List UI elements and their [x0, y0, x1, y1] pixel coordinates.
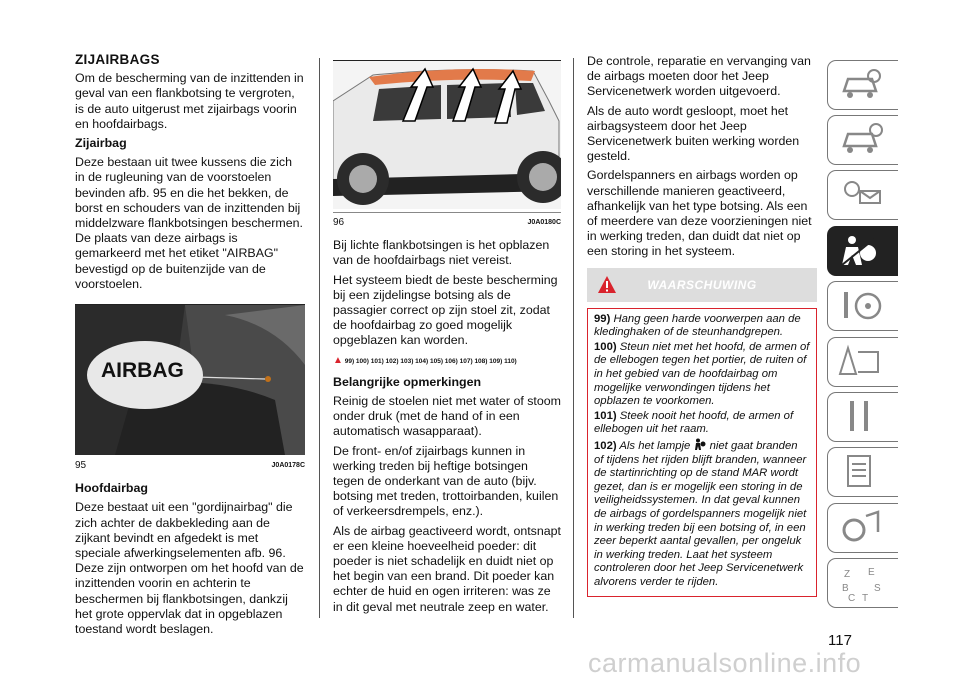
column-left: [75, 52, 305, 641]
airbag-safety-icon: [838, 233, 884, 269]
index-letter: C: [848, 593, 856, 604]
paragraph-scrapping: Als de auto wordt gesloopt, moet het airbagsysteem door het Jeep Servicenetwerk buiten werking worden gesteld.: [587, 103, 800, 164]
head-airbag-paragraph: Deze bestaat uit een "gordijnairbag" die zich achter de dakbekleding aan de zijkant bevindt en afgedekt is met speciale afwerkingselementen afb. 96. Deze zijn ontworpen om het hoofd van de inzittenden voorin en achterin te beschermen bij flankbotsingen, dankzij het grote oppervlak dat in opgeblazen toestand wordt beslagen.: [75, 500, 304, 637]
reference-numbers: 99) 100) 101) 102) 103) 104) 105) 106) 107) 108) 109) 110): [344, 357, 517, 365]
index-letter: Z: [844, 569, 851, 580]
index-letter: B: [842, 583, 849, 594]
index-letter: T: [862, 593, 869, 604]
figure-number: 95: [75, 460, 87, 472]
tab-warning-lights[interactable]: [827, 337, 898, 387]
warning-text: Als het lampje: [619, 439, 691, 452]
warning-title: WAARSCHUWING: [647, 277, 757, 292]
warning-item: [594, 438, 810, 590]
tab-car-info[interactable]: [827, 115, 898, 165]
paragraph-light-impact: Bij lichte flankbotsingen is het opblazen van de hoofdairbags niet vereist.: [333, 238, 550, 268]
tab-starting-driving[interactable]: [827, 281, 898, 331]
section-heading: ZIJAIRBAGS: [75, 52, 160, 67]
starting-driving-icon: [838, 288, 884, 324]
figure-96-car-photo: [333, 60, 561, 209]
warning-icon: ▲: [333, 354, 343, 366]
paragraph-activation: De front- en/of zijairbags kunnen in werking treden bij heftige botsingen tegen de onderkant van de auto (bijv. botsing met treden, trottoirbanden, kuilen of verkeersdrempels, enz.).: [333, 443, 559, 519]
figure-95-seat-photo: [75, 304, 305, 455]
column-right: [587, 54, 817, 597]
warning-lights-icon: [838, 344, 884, 380]
paragraph-best-protection: Het systeem biedt de beste bescherming bij een zijdelingse botsing als de passagier correct op zijn stoel zit, zodat de hoofdairbag zo goed mogelijk opgeblazen kan worden.: [333, 272, 558, 348]
paragraph-service: De controle, reparatie en vervanging van de airbags moeten door het Jeep Servicenetwerk worden uitgevoerd.: [587, 54, 811, 99]
warning-item: [594, 313, 810, 340]
page-number: 117: [828, 632, 852, 649]
warning-item: [594, 341, 810, 409]
warning-number: 101): [594, 409, 617, 422]
warning-text: Steek nooit het hoofd, de armen of ellebogen uit het raam.: [594, 409, 794, 436]
warning-text: Hang geen harde voorwerpen aan de kledinghaken of de steunhandgrepen.: [594, 312, 801, 339]
paragraph-activation-types: Gordelspanners en airbags worden op verschillende manieren geactiveerd, afhankelijk van het type botsing. Als een of meerdere van deze voorzieningen niet in werking treden, dan duidt dat niet op een storing in het systeem.: [587, 168, 812, 259]
figure-number: 96: [333, 217, 345, 228]
tab-dashboard[interactable]: [827, 60, 898, 110]
multimedia-icon: [838, 510, 884, 546]
warning-references: [333, 353, 561, 369]
index-letter: S: [874, 583, 881, 594]
index-icon: [838, 565, 884, 605]
warning-text: Steun niet met het hoofd, de armen of de ellebogen tegen het portier, de ruiten of in het gebied van de hoofdairbag om mogelijke verwondingen tijdens het opblazen te voorkomen.: [594, 340, 810, 408]
paragraph-powder: Als de airbag geactiveerd wordt, ontsnapt er een kleine hoeveelheid poeder: dit poeder is niet schadelijk en duidt niet op het begin van een brand. Dit poeder kan echter de huid en ogen irriteren: was ze in dit geval met neutrale zeep en water.: [333, 523, 561, 614]
airbag-warning-lamp-icon: [693, 438, 706, 451]
warning-box: [587, 308, 817, 597]
column-divider: [573, 58, 574, 618]
subheading-important-notes: Belangrijke opmerkingen: [333, 374, 482, 389]
breakdown-tools-icon: [838, 399, 884, 435]
warning-number: 102): [594, 439, 617, 452]
subheading-side-airbag: Zijairbag: [75, 136, 127, 151]
airbag-label: AIRBAG: [101, 359, 184, 383]
index-letter: E: [868, 567, 875, 578]
figure-95-caption: [75, 458, 305, 473]
tab-multimedia[interactable]: [827, 503, 898, 553]
dashboard-car-icon: [838, 67, 884, 103]
warning-text: niet gaat branden of tijdens het rijden blijft branden, wanneer de startinrichting op de stand MAR wordt gezet, dan is er mogelijk een storing in de veiligheidssystemen. In dat geval kunnen de airbags of gordelspanners mogelijk niet in werking treden bij een botsing of, in een zeer beperkt aantal gevallen, per ongeluk in werking treden. Laat het systeem controleren door het Jeep Servicenetwerk alvorens verder te rijden.: [594, 439, 807, 588]
side-airbag-paragraph: Deze bestaan uit twee kussens die zich in de rugleuning van de voorstoelen bevinden afb. 95 en die het bekken, de borst en schouders van de inzittenden bij middelzware flankbotsingen beschermen. De plaats van deze airbags is gemarkeerd met het etiket "AIRBAG" bevestigd op de buitenzijde van de voorstoelen.: [75, 155, 303, 291]
figure-96-caption: [333, 212, 561, 230]
car-info-icon: [838, 122, 884, 158]
figure-code: J0A0178C: [271, 462, 305, 470]
intro-paragraph: Om de bescherming van de inzittenden in geval van een flankbotsing te vergroten, is de auto uitgerust met zijairbags voorin en hoofdairbags.: [75, 71, 304, 131]
tab-index[interactable]: [827, 558, 898, 608]
subheading-head-airbag: Hoofdairbag: [75, 481, 148, 496]
lights-climate-icon: [838, 177, 884, 213]
figure-code: J0A0180C: [527, 219, 561, 226]
car-illustration: [333, 61, 561, 209]
maintenance-specs-icon: [838, 454, 884, 490]
paragraph-cleaning: Reinig de stoelen niet met water of stoom onder druk (met de hand of in een automatisch wasapparaat).: [333, 394, 561, 439]
watermark: carmanualsonline.info: [588, 648, 862, 678]
warning-number: 99): [594, 312, 611, 325]
tab-maintenance[interactable]: [827, 447, 898, 497]
warning-number: 100): [594, 340, 617, 353]
warning-item: [594, 410, 810, 437]
column-middle: [333, 60, 561, 619]
tab-breakdown[interactable]: [827, 392, 898, 442]
warning-header: [587, 268, 817, 302]
tab-safety[interactable]: [827, 226, 898, 276]
tab-lights-climate[interactable]: [827, 170, 898, 220]
column-divider: [319, 58, 320, 618]
